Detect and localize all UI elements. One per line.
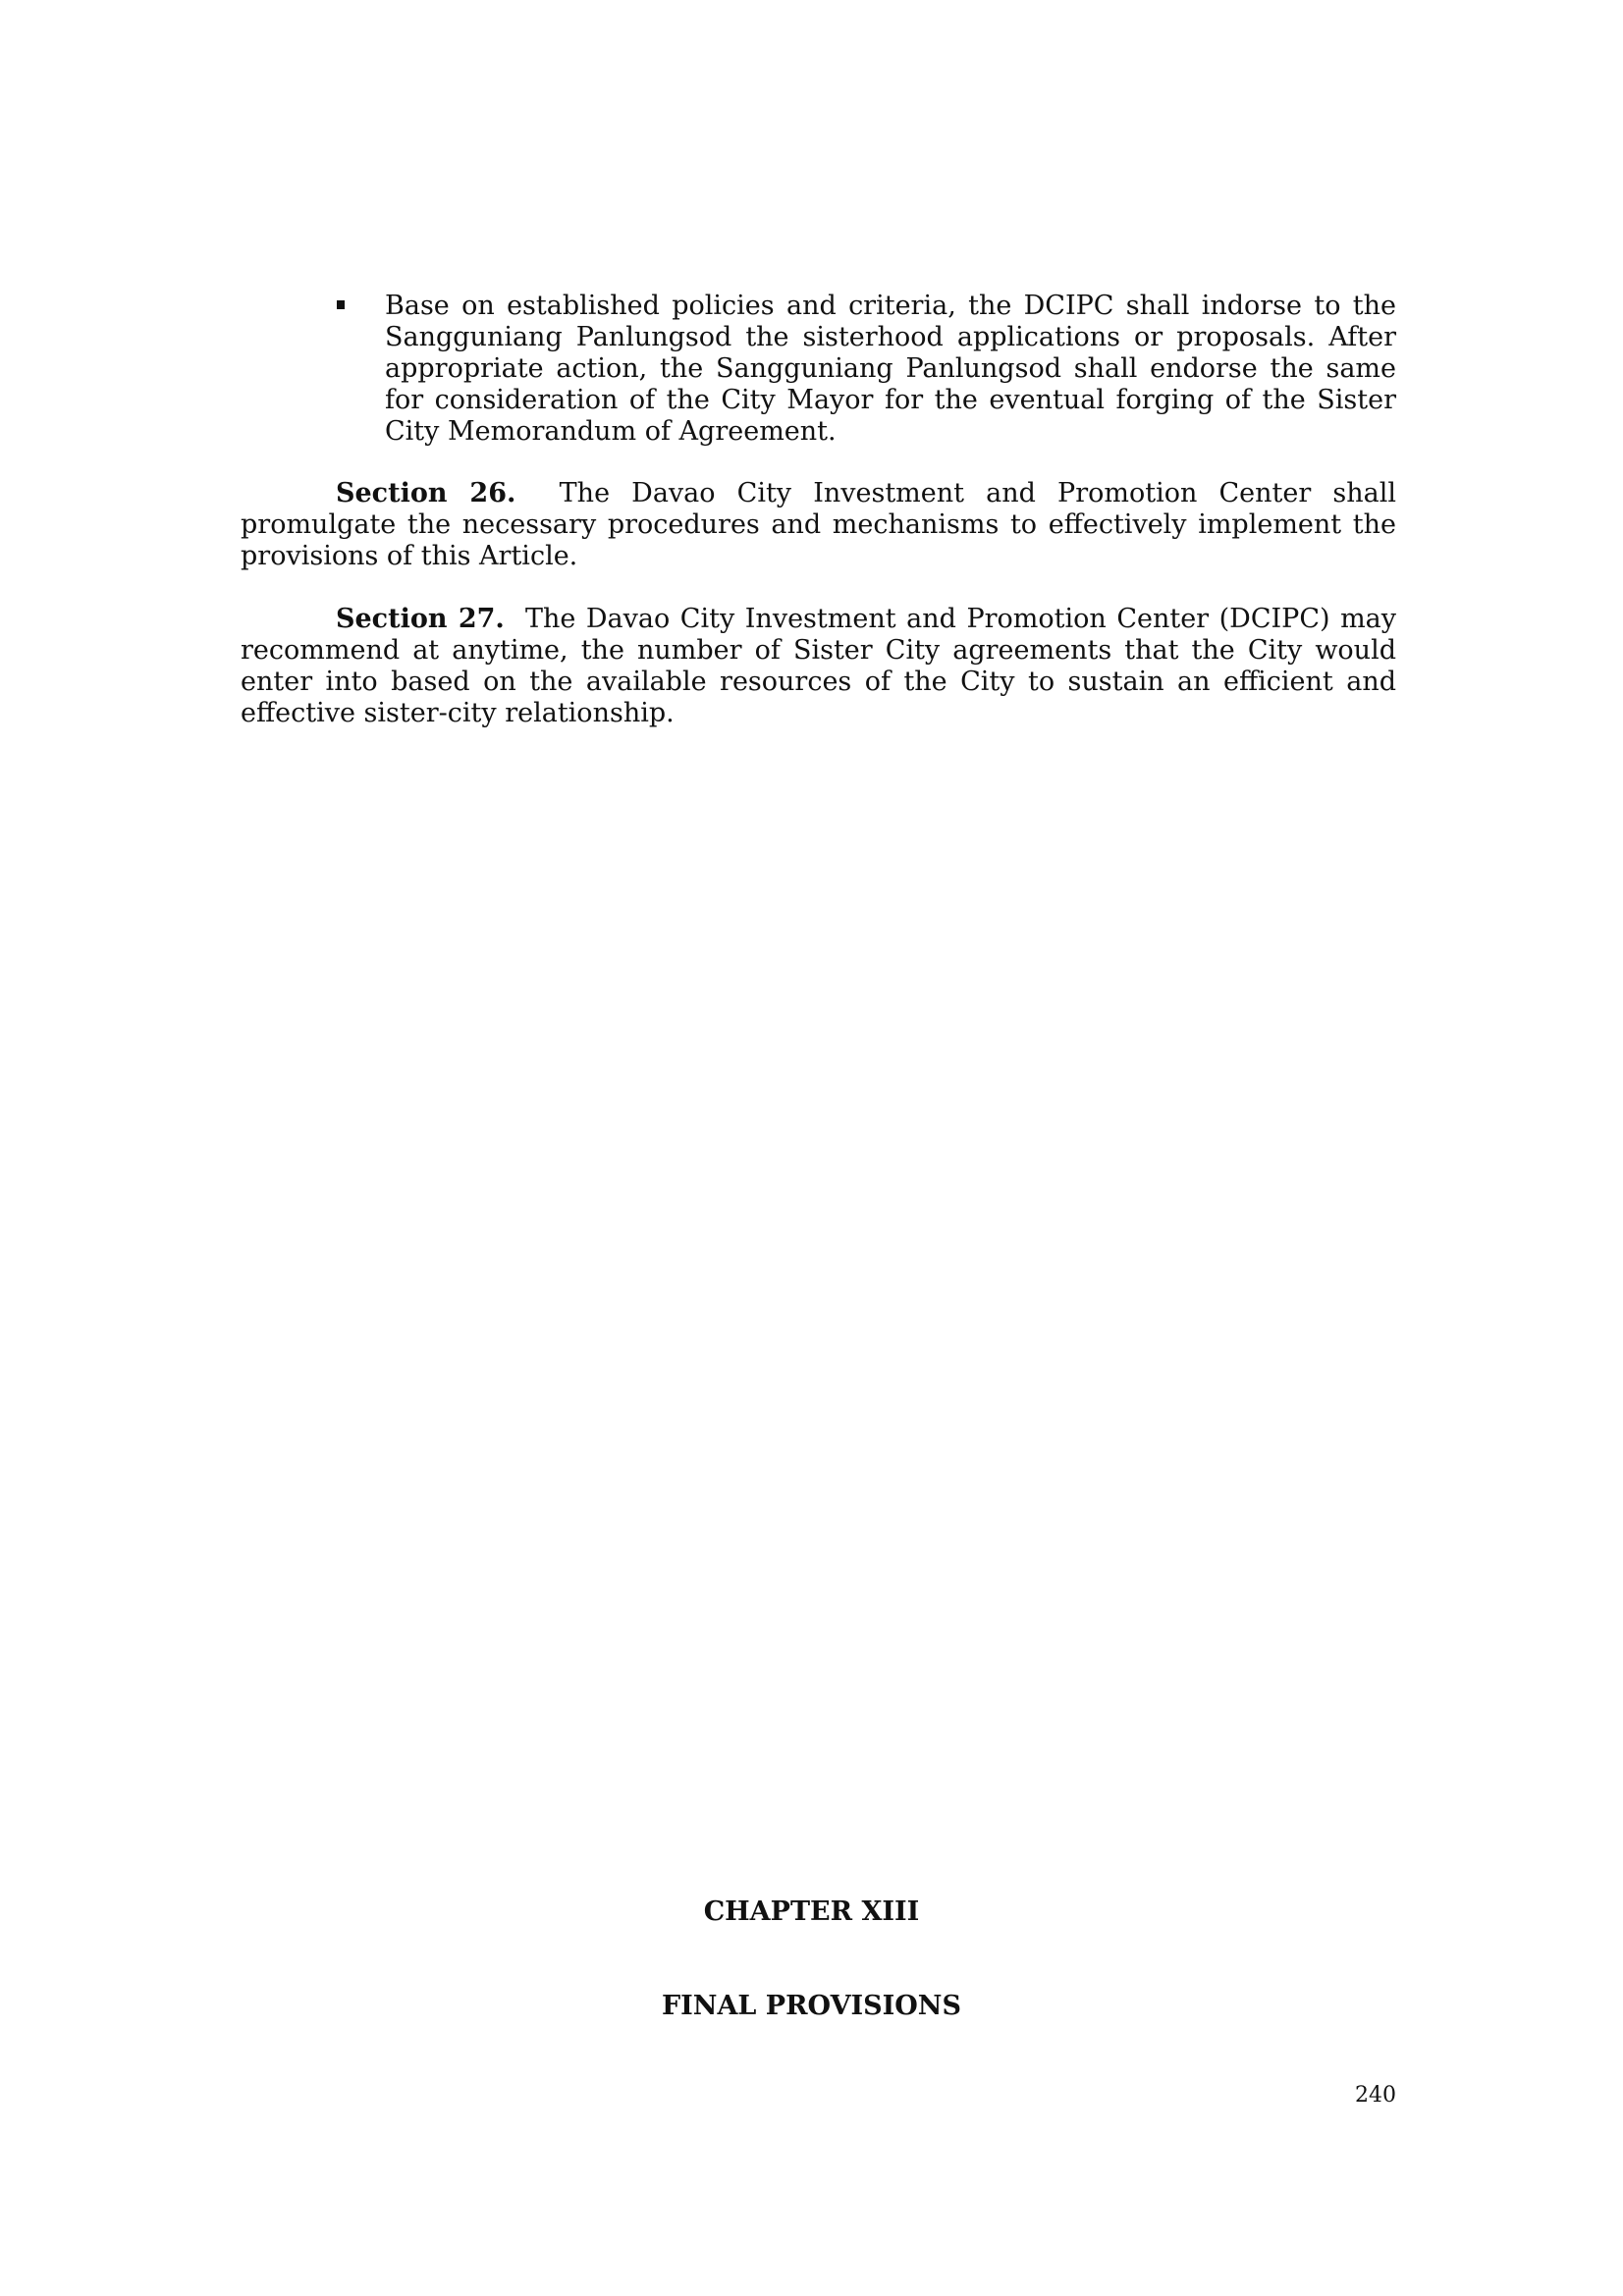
section-26-heading: Section 26. — [336, 478, 516, 508]
chapter-number: CHAPTER XIII — [703, 1896, 920, 1927]
chapter-title: FINAL PROVISIONS — [661, 1991, 961, 2021]
section-26-text: The Davao City Investment and Promotion Center shall promulgate the necessary procedures and mechanisms to effectively implement the provisions of this Article. — [241, 478, 1396, 571]
bullet-text: Base on established policies and criteria, the DCIPC shall indorse to the Sangguniang Panlungsod the sisterhood applications or proposals. After appropriate action, the Sangguniang Panlungsod shall endorse the same for consideration of the City Mayor for the eventual forging of the Sister City Memorandum of Agreement. — [385, 291, 1396, 447]
square-bullet-icon — [337, 300, 345, 309]
section-27-text: The Davao City Investment and Promotion Center (DCIPC) may recommend at anytime, the number of Sister City agreements that the City would enter into based on the available resources of the City to sustain an efficient and effective sister-city relationship. — [241, 604, 1397, 728]
section-27-heading: Section 27. — [336, 604, 505, 634]
section-27-paragraph — [241, 604, 1396, 729]
section-26-paragraph — [241, 478, 1396, 572]
page-number: 240 — [1355, 2083, 1396, 2108]
